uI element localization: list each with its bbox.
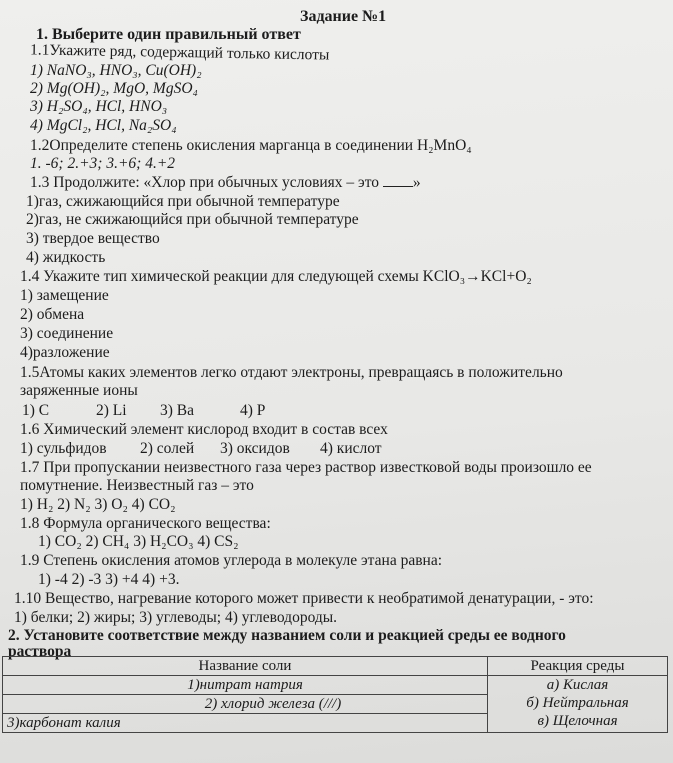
part1-title: 1. Выберите один правильный ответ (36, 26, 301, 43)
q1-8-options: 1) CO₂ 2) CH₄ 3) H₂CO₃ 4) CS₂ (38, 533, 239, 550)
medium-option-a: а) Кислая (546, 677, 609, 693)
q1-6-option-3: 3) оксидов (220, 440, 290, 457)
table-header-row (3, 657, 668, 676)
q1-1-text: 1.1Укажите ряд, содержащий только кислоты (29, 41, 330, 64)
q1-3-text-after: » (412, 174, 421, 191)
q1-6-text: 1.6 Химический элемент кислород входит в состав всех (20, 421, 388, 438)
q1-5-option-2: 2) Li (96, 402, 127, 419)
q1-6-option-2: 2) солей (140, 440, 195, 457)
q1-5-option-4: 4) P (240, 402, 266, 419)
q1-10-options: 1) белки; 2) жиры; 3) углеводы; 4) углеводороды. (14, 609, 338, 626)
q1-3-text-before: 1.3 Продолжите: «Хлор при обычных условиях – это (30, 174, 383, 191)
q1-1-option-2: 2) Mg(OH)₂, MgO, MgSO₄ (30, 80, 198, 97)
q1-5-text-line2: заряженные ионы (20, 382, 138, 399)
matching-table (2, 656, 668, 733)
q1-5-text-line1: 1.5Атомы каких элементов легко отдают электроны, превращаясь в положительно (20, 364, 563, 381)
salt-cell: 2) хлорид железа (///) (3, 695, 488, 714)
q1-2-text: 1.2Определите степень окисления марганца в соединении H₂MnO₄ (30, 137, 472, 154)
q1-8-text: 1.8 Формула органического вещества: (20, 515, 271, 532)
q1-3-option-4: 4) жидкость (26, 249, 106, 266)
part2-title-line1: 2. Установите соответствие между названием соли и реакцией среды ее водного (8, 627, 566, 644)
q1-4-option-4: 4)разложение (20, 344, 110, 361)
q1-10-text: 1.10 Вещество, нагревание которого может привести к необратимой денатурации, - это: (14, 590, 594, 607)
salt-cell: 1)нитрат натрия (3, 676, 488, 695)
q1-7-text-line2: помутнение. Неизвестный газ – это (20, 477, 254, 494)
q1-6-option-1: 1) сульфидов (20, 440, 107, 457)
q1-6-option-4: 4) кислот (320, 440, 382, 457)
answer-blank (383, 186, 413, 187)
q1-5-option-3: 3) Ba (160, 402, 195, 419)
q1-4-text: 1.4 Укажите тип химической реакции для следующей схемы KClO₃→KCl+O₂ (20, 268, 532, 285)
medium-option-c: в) Щелочная (537, 713, 618, 729)
salt-cell: 3)карбонат калия (3, 714, 488, 733)
medium-cell (488, 676, 668, 733)
medium-option-b: б) Нейтральная (526, 695, 629, 711)
q1-5-option-1: 1) C (22, 402, 50, 419)
q1-9-text: 1.9 Степень окисления атомов углерода в молекуле этана равна: (20, 552, 443, 569)
q1-4-option-1: 1) замещение (20, 287, 109, 304)
q1-4-option-2: 2) обмена (20, 306, 85, 323)
q1-1-option-1: 1) NaNO₃, HNO₃, Cu(OH)₂ (30, 62, 202, 79)
q1-4-option-3: 3) соединение (20, 325, 114, 342)
task-title: Задание №1 (300, 8, 387, 25)
q1-7-text-line1: 1.7 При пропускании неизвестного газа через раствор известковой воды произошло ее (20, 459, 592, 476)
q1-3-option-2: 2)газ, не сжижающийся при обычной температуре (26, 211, 359, 228)
column-header-salt: Название соли (3, 657, 488, 676)
table-row (3, 676, 668, 695)
q1-3-text (30, 174, 421, 192)
q1-1-option-4: 4) MgCl₂, HCl, Na₂SO₄ (30, 117, 177, 134)
q1-3-option-1: 1)газ, сжижающийся при обычной температуре (26, 193, 340, 210)
q1-9-options: 1) -4 2) -3 3) +4 4) +3. (38, 571, 180, 588)
q1-7-options: 1) H₂ 2) N₂ 3) O₂ 4) CO₂ (20, 496, 176, 513)
q1-3-option-3: 3) твердое вещество (26, 230, 160, 247)
q1-1-option-3: 3) H₂SO₄, HCl, HNO₃ (30, 98, 168, 115)
part2-title-line2: раствора (8, 643, 72, 660)
q1-2-options: 1. -6; 2.+3; 3.+6; 4.+2 (30, 155, 176, 172)
column-header-medium: Реакция среды (488, 657, 668, 676)
